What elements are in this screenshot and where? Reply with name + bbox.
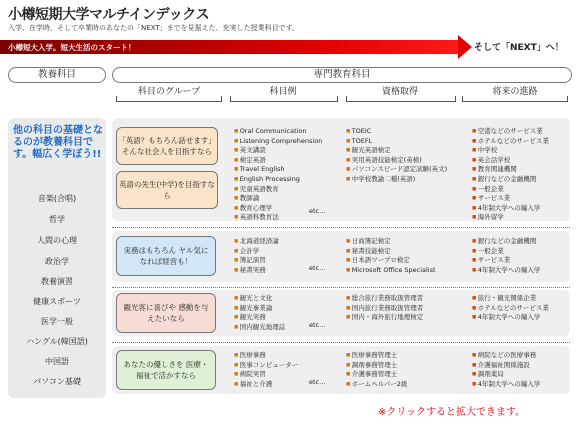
- next-text: そして「NEXT」へ！: [474, 43, 564, 53]
- row-divider: [112, 342, 570, 343]
- list-item: ■ 児童英語教育: [234, 185, 344, 195]
- left-item: 政治学: [45, 257, 69, 266]
- list-item: ■ 検定英語: [234, 156, 344, 166]
- career-bracket: [462, 96, 568, 102]
- list-item: ■ 調剤薬局: [472, 370, 572, 380]
- list-item: ■ ホテルなどのサービス業: [472, 304, 572, 314]
- list-item: ■ 総合旅行業務取扱管理者: [346, 294, 466, 304]
- list-item: ■ 中学校教諭二種(英語): [346, 175, 466, 185]
- general-subjects-heading: 他の科目の基礎となるのが教養科目です。幅広く学ぼう!!: [13, 125, 103, 160]
- left-item: 中国語: [45, 357, 69, 366]
- examples-bracket: [230, 96, 338, 102]
- list-item: ■ 簿記演習: [234, 256, 344, 266]
- left-item: 人間の心理: [37, 236, 77, 245]
- list-item: ■ 秘書実務: [234, 266, 344, 276]
- examples-list: [234, 351, 344, 389]
- etc-label: etc…: [309, 207, 326, 215]
- list-item: ■ TOEIC: [346, 127, 466, 137]
- list-item: ■ 日本語ワープロ検定: [346, 256, 466, 266]
- etc-label: etc…: [309, 321, 326, 329]
- examples-column-header: 科目例: [269, 87, 297, 97]
- list-item: ■ 病院などの医療事務: [472, 351, 572, 361]
- left-item: 健康スポーツ: [33, 297, 81, 306]
- list-item: ■ 国内・海外旅行地理検定: [346, 313, 466, 323]
- etc-label: etc…: [309, 264, 326, 272]
- list-item: ■ 一般企業: [472, 247, 572, 257]
- list-item: ■ 銀行などの金融機関: [472, 237, 572, 247]
- list-item: ■ 銀行などの金融機関: [472, 175, 572, 185]
- list-item: ■ ホームヘルパー2級: [346, 380, 466, 390]
- group-box-business: 実務はもちろん ヤル気になれば経営も！: [116, 236, 216, 276]
- list-item: ■ サービス業: [472, 194, 572, 204]
- left-item: 教養演習: [41, 277, 73, 286]
- list-item: ■ English Processing: [234, 175, 344, 185]
- list-item: ■ 病院実習: [234, 370, 344, 380]
- list-item: ■ 英文講読: [234, 146, 344, 156]
- left-item: パソコン基礎: [33, 377, 81, 386]
- group-column-header: 科目のグループ: [137, 87, 201, 97]
- page-subtitle: 入学、在学時、そして卒業時のあなたの「NEXT」までを見据えた、充実した授業科目です。: [8, 24, 300, 32]
- left-item: ハングル(韓国語): [26, 337, 88, 346]
- arrow-right-icon: [458, 35, 472, 59]
- list-item: ■ 実用英語技能検定(英検): [346, 156, 466, 166]
- list-item: ■ 旅行・観光関係企業: [472, 294, 572, 304]
- list-item: ■ 秘書技能検定: [346, 247, 466, 257]
- examples-list: [234, 237, 344, 275]
- qualifications-column-header: 資格取得: [381, 87, 418, 97]
- list-item: ■ 4年制大学への編入学: [472, 313, 572, 323]
- list-item: ■ 医療事務: [234, 351, 344, 361]
- general-subjects-header: 教養科目: [8, 67, 106, 83]
- list-item: ■ 一般企業: [472, 185, 572, 195]
- list-item: ■ 観光事業論: [234, 304, 344, 314]
- list-item: ■ 4年制大学への編入学: [472, 380, 572, 390]
- left-item: 音楽(合唱): [37, 194, 77, 203]
- career-column-header: 将来の進路: [492, 87, 538, 97]
- list-item: ■ 福祉と介護: [234, 380, 344, 390]
- specialized-subjects-header: 専門教育科目: [112, 67, 572, 83]
- list-item: ■ サービス業: [472, 256, 572, 266]
- list-item: ■ 教育心理学: [234, 204, 344, 214]
- list-item: ■ 海外留学: [472, 213, 572, 223]
- career-list: [472, 127, 572, 223]
- left-item: 医学一般: [41, 317, 73, 326]
- list-item: ■ 英会話学校: [472, 156, 572, 166]
- list-item: ■ 医療事務管理士: [346, 351, 466, 361]
- list-item: ■ TOEFL: [346, 137, 466, 147]
- list-item: ■ 中学校: [472, 146, 572, 156]
- list-item: ■ Oral Communication: [234, 127, 344, 137]
- qualifications-list: [346, 351, 466, 389]
- career-list: [472, 237, 572, 275]
- list-item: ■ Microsoft Office Specialist: [346, 266, 466, 276]
- list-item: ■ Listening Comprehension: [234, 137, 344, 147]
- career-list: [472, 351, 572, 389]
- list-item: ■ 国内観光地理誌: [234, 323, 344, 333]
- list-item: ■ 北海道経済論: [234, 237, 344, 247]
- group-bracket: [116, 96, 222, 102]
- list-item: ■ パソコンスピード認定試験(英文): [346, 165, 466, 175]
- group-box-english-teacher: 英語の先生(中学)を目指すなら: [116, 171, 218, 209]
- list-item: ■ 4年制大学への編入学: [472, 266, 572, 276]
- group-box-medical: あなたの優しさを 医療・福祉で活かすなら: [116, 350, 216, 390]
- list-item: ■ 介護事務管理士: [346, 370, 466, 380]
- list-item: ■ 空港などのサービス業: [472, 127, 572, 137]
- list-item: ■ 教師論: [234, 194, 344, 204]
- row-divider: [112, 227, 570, 228]
- qualifications-bracket: [346, 96, 456, 102]
- career-list: [472, 294, 572, 323]
- list-item: ■ 会計学: [234, 247, 344, 257]
- group-box-english-speaker: 「英語？もちろん話せます」そんな社会人を目指すなら: [116, 127, 218, 165]
- list-item: ■ 介護福祉関係施設: [472, 361, 572, 371]
- list-item: ■ ホテルなどのサービス業: [472, 137, 572, 147]
- row-divider: [112, 287, 570, 288]
- list-item: ■ 医事コンピューター: [234, 361, 344, 371]
- group-box-tourism: 観光客に喜びや 感動を与えたいなら: [116, 293, 216, 333]
- list-item: ■ 国内旅行業務取扱管理者: [346, 304, 466, 314]
- list-item: ■ 教育関連機関: [472, 165, 572, 175]
- list-item: ■ 日商簿記検定: [346, 237, 466, 247]
- examples-list: [234, 127, 344, 223]
- qualifications-list: [346, 127, 466, 185]
- list-item: ■ 調剤事務管理士: [346, 361, 466, 371]
- list-item: ■ 観光英語検定: [346, 146, 466, 156]
- list-item: ■ 4年制大学への編入学: [472, 204, 572, 214]
- page-title: 小樽短期大学マルチインデックス: [8, 7, 210, 23]
- etc-label: etc…: [309, 378, 326, 386]
- qualifications-list: [346, 294, 466, 323]
- list-item: ■ 観光と文化: [234, 294, 344, 304]
- examples-list: [234, 294, 344, 332]
- zoom-note[interactable]: ※クリックすると拡大できます。: [378, 407, 526, 418]
- banner-text: 小樽短大入学。短大生活のスタート！: [8, 43, 136, 52]
- left-item: 哲学: [49, 215, 65, 224]
- list-item: ■ Travel English: [234, 165, 344, 175]
- qualifications-list: [346, 237, 466, 275]
- list-item: ■ 英語科教育法: [234, 213, 344, 223]
- list-item: ■ 観光実務: [234, 313, 344, 323]
